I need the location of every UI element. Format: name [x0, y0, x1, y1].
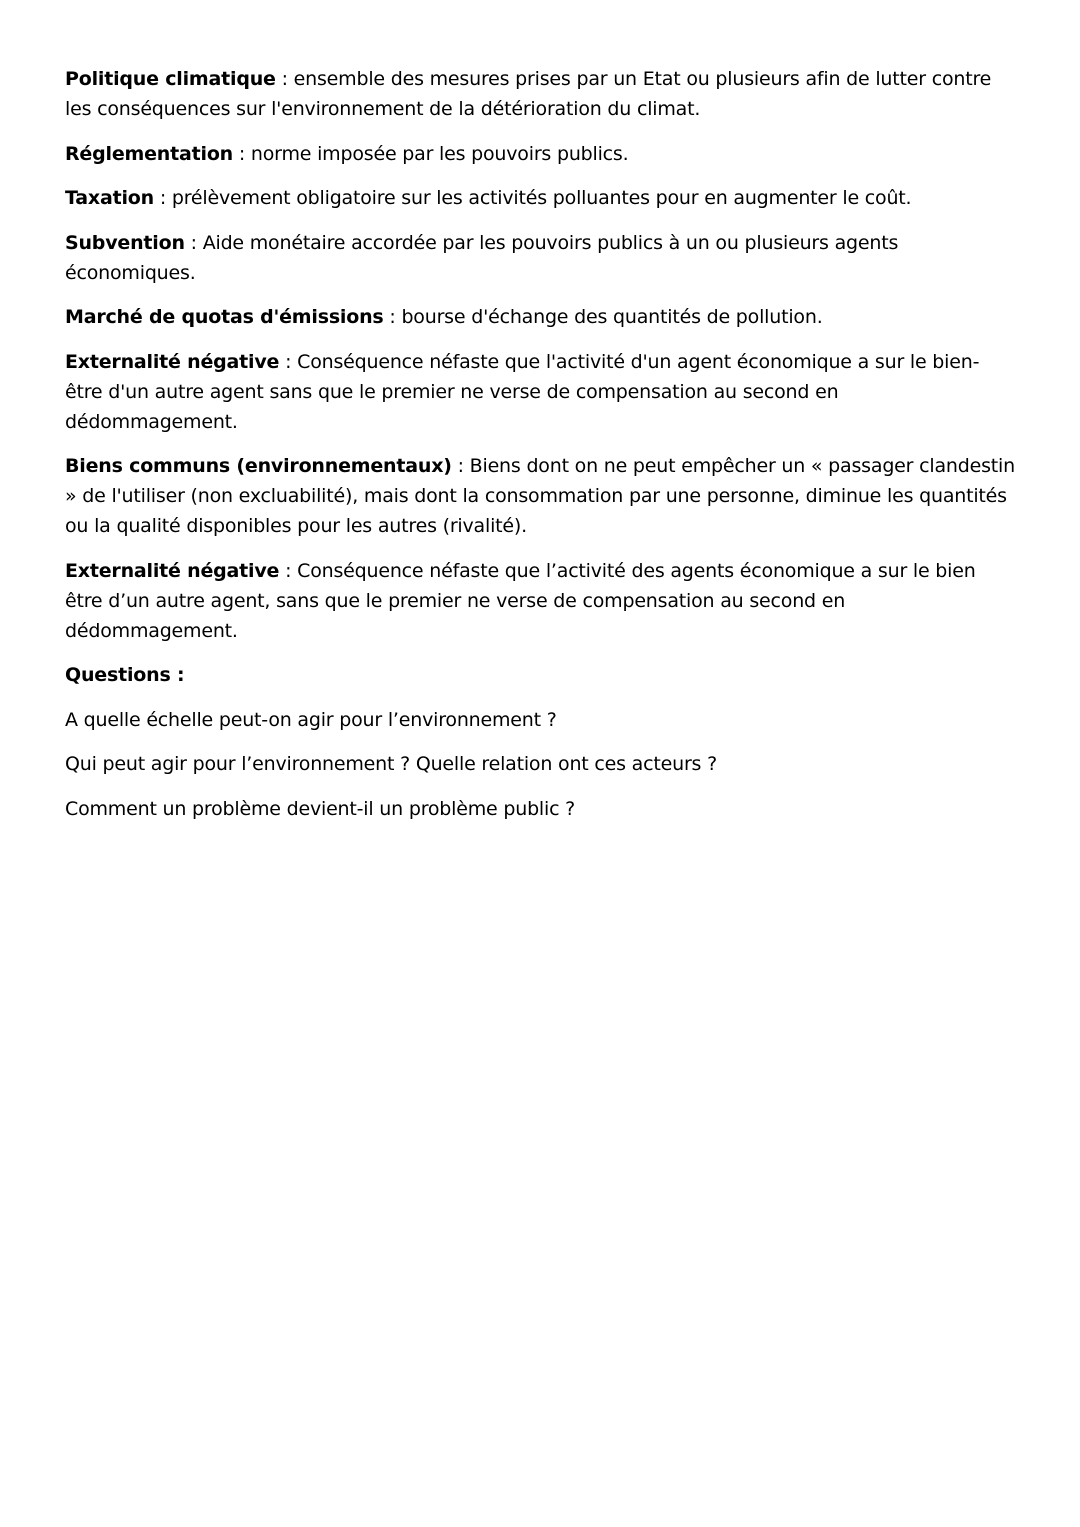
definition-term: Subvention: [65, 231, 185, 254]
definition-separator: :: [451, 455, 470, 477]
definition-text: bourse d'échange des quantités de pollution.: [401, 306, 823, 328]
questions-heading: Questions :: [65, 664, 185, 686]
definition-term: Politique climatique: [65, 68, 276, 90]
definition-term: Externalité négative: [65, 559, 280, 582]
definition-text: Conséquence néfaste que l'activité d'un agent économique a sur le bien-être d'un autre agent sans que le premier ne verse de compensation au second en dédommagement.: [65, 350, 980, 433]
question-item: Comment un problème devient-il un problème public ?: [65, 797, 576, 820]
definition-separator: :: [184, 231, 203, 254]
definition-marche-quotas: [65, 302, 1015, 332]
definition-taxation: [65, 183, 1015, 213]
definition-text: Biens dont on ne peut empêcher un « passager clandestin » de l'utiliser (non excluabilité), mais dont la consommation par une personne, diminue les quantités ou la qualité disponibles pour les autres (rivalité).: [65, 455, 1015, 537]
definition-separator: :: [279, 350, 298, 373]
definition-externalite-negative-2: [65, 556, 1015, 646]
definition-text: prélèvement obligatoire sur les activités polluantes pour en augmenter le coût.: [171, 187, 912, 209]
definition-separator: :: [275, 68, 294, 90]
definition-term: Marché de quotas d'émissions: [65, 306, 384, 328]
definition-term: Externalité négative: [65, 350, 280, 373]
question-item: A quelle échelle peut-on agir pour l’environnement ?: [65, 708, 557, 731]
definition-text: norme imposée par les pouvoirs publics.: [250, 142, 629, 165]
definition-separator: :: [233, 142, 251, 165]
definition-separator: :: [383, 306, 402, 328]
definition-subvention: [65, 228, 1015, 288]
definition-reglementation: [65, 139, 1015, 169]
definition-text: Aide monétaire accordée par les pouvoirs publics à un ou plusieurs agents économiques.: [65, 231, 899, 284]
definition-politique-climatique: [65, 64, 1015, 124]
definition-separator: :: [153, 187, 172, 209]
definition-text: Conséquence néfaste que l’activité des agents économique a sur le bien être d’un autre agent, sans que le premier ne verse de compensation au second en dédommagement.: [65, 559, 976, 642]
definition-text: ensemble des mesures prises par un Etat ou plusieurs afin de lutter contre les conséquences sur l'environnement de la détérioration du climat.: [65, 68, 992, 120]
definition-term: Réglementation: [65, 142, 234, 165]
question-item: Qui peut agir pour l’environnement ? Quelle relation ont ces acteurs ?: [65, 753, 717, 775]
definition-term: Biens communs (environnementaux): [65, 455, 452, 477]
definition-separator: :: [279, 559, 298, 582]
document-page: [65, 64, 1015, 838]
definition-externalite-negative-1: [65, 347, 1015, 437]
definition-term: Taxation: [65, 187, 154, 209]
definition-biens-communs: [65, 451, 1015, 541]
